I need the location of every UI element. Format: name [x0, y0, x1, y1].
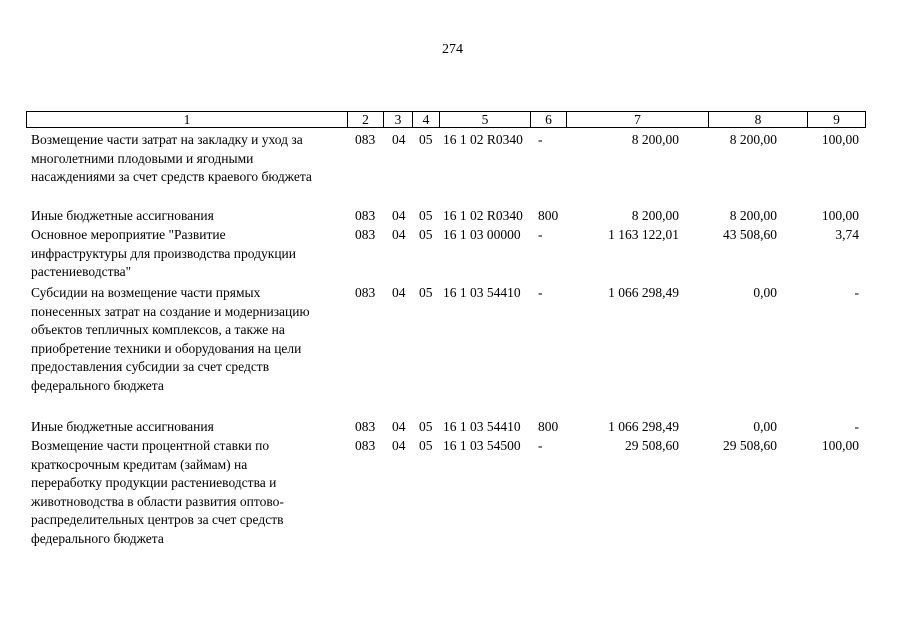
cell-col-4: 05 [419, 227, 433, 242]
row-name-line: многолетними плодовыми и ягодными [31, 150, 254, 166]
row-name-line: приобретение техники и оборудования на цели [31, 340, 302, 356]
header-col-3: 3 [384, 112, 413, 127]
row-name [31, 207, 351, 226]
header-col-5: 5 [440, 112, 531, 127]
cell-col-8: 8 200,00 [729, 208, 777, 223]
cell-col-5: 16 1 02 R0340 [443, 208, 523, 223]
cell-col-5: 16 1 03 54410 [443, 419, 521, 434]
row-name-line: Иные бюджетные ассигнования [31, 208, 214, 223]
row-name-line: Возмещение части затрат на закладку и уход за [31, 132, 303, 147]
header-col-8: 8 [709, 112, 808, 127]
row-name-line: предоставления субсидии за счет средств [31, 359, 270, 374]
header-col-7: 7 [567, 112, 709, 127]
row-name-line: понесенных затрат на создание и модернизацию [31, 303, 310, 319]
page-number: 274 [442, 42, 463, 57]
cell-col-4: 05 [419, 285, 433, 300]
row-name-line: распределительных центров за счет средств [31, 512, 284, 527]
header-col-9: 9 [833, 112, 840, 127]
cell-col-9: 100,00 [821, 208, 859, 223]
row-name [31, 226, 351, 282]
row-name-line: Возмещение части процентной ставки по [31, 438, 270, 453]
cell-col-8: 0,00 [753, 419, 777, 434]
cell-col-9: - [854, 419, 859, 434]
row-name-line: переработку продукции растениеводства и [31, 475, 277, 490]
row-name-line: объектов тепличных комплексов, а также на [31, 322, 285, 337]
cell-col-6: - [538, 227, 543, 242]
cell-col-4: 05 [419, 208, 433, 223]
cell-col-6: 800 [538, 208, 559, 223]
cell-col-2: 083 [355, 132, 376, 147]
cell-col-7: 29 508,60 [625, 438, 679, 453]
cell-col-8: 8 200,00 [729, 132, 777, 147]
row-name-line: насаждениями за счет средств краевого бюджета [31, 169, 312, 184]
row-name [31, 437, 351, 548]
cell-col-7: 1 066 298,49 [608, 419, 679, 434]
cell-col-6: 800 [538, 419, 559, 434]
cell-col-6: - [538, 438, 543, 453]
cell-col-3: 04 [392, 419, 406, 434]
header-col-2: 2 [348, 112, 384, 127]
cell-col-2: 083 [355, 227, 376, 242]
cell-col-9: 100,00 [821, 132, 859, 147]
row-name-line: инфраструктуры для производства продукции [31, 245, 296, 261]
header-col-6: 6 [531, 112, 567, 127]
cell-col-9: 100,00 [821, 438, 859, 453]
cell-col-5: 16 1 03 54500 [443, 438, 521, 453]
cell-col-2: 083 [355, 208, 376, 223]
cell-col-8: 29 508,60 [723, 438, 777, 453]
row-name-line: Основное мероприятие "Развитие [31, 227, 226, 242]
row-name-line: животноводства в области развития оптово- [31, 493, 284, 509]
cell-col-2: 083 [355, 419, 376, 434]
cell-col-3: 04 [392, 208, 406, 223]
cell-col-7: 8 200,00 [631, 132, 679, 147]
cell-col-8: 43 508,60 [723, 227, 777, 242]
cell-col-2: 083 [355, 438, 376, 453]
row-name-line: Иные бюджетные ассигнования [31, 419, 214, 434]
cell-col-3: 04 [392, 285, 406, 300]
cell-col-7: 1 163 122,01 [608, 227, 679, 242]
row-name-line: федерального бюджета [31, 530, 164, 546]
row-name-line: краткосрочным кредитам (займам) на [31, 456, 248, 472]
cell-col-5: 16 1 03 54410 [443, 285, 521, 300]
cell-col-7: 1 066 298,49 [608, 285, 679, 300]
row-name [31, 284, 351, 395]
cell-col-5: 16 1 03 00000 [443, 227, 521, 242]
cell-col-7: 8 200,00 [631, 208, 679, 223]
cell-col-9: - [854, 285, 859, 300]
row-name [31, 418, 351, 437]
cell-col-9: 3,74 [835, 227, 859, 242]
header-col-1: 1 [27, 112, 348, 127]
row-name-line: федерального бюджета [31, 377, 164, 393]
cell-col-6: - [538, 285, 543, 300]
table-header [26, 111, 866, 128]
cell-col-2: 083 [355, 285, 376, 300]
cell-col-4: 05 [419, 419, 433, 434]
cell-col-4: 05 [419, 438, 433, 453]
row-name-line: Субсидии на возмещение части прямых [31, 285, 261, 300]
cell-col-3: 04 [392, 438, 406, 453]
row-name [31, 131, 351, 187]
cell-col-3: 04 [392, 227, 406, 242]
cell-col-6: - [538, 132, 543, 147]
cell-col-8: 0,00 [753, 285, 777, 300]
cell-col-3: 04 [392, 132, 406, 147]
cell-col-4: 05 [419, 132, 433, 147]
cell-col-5: 16 1 02 R0340 [443, 132, 523, 147]
row-name-line: растениеводства" [31, 264, 132, 279]
header-col-4: 4 [413, 112, 440, 127]
